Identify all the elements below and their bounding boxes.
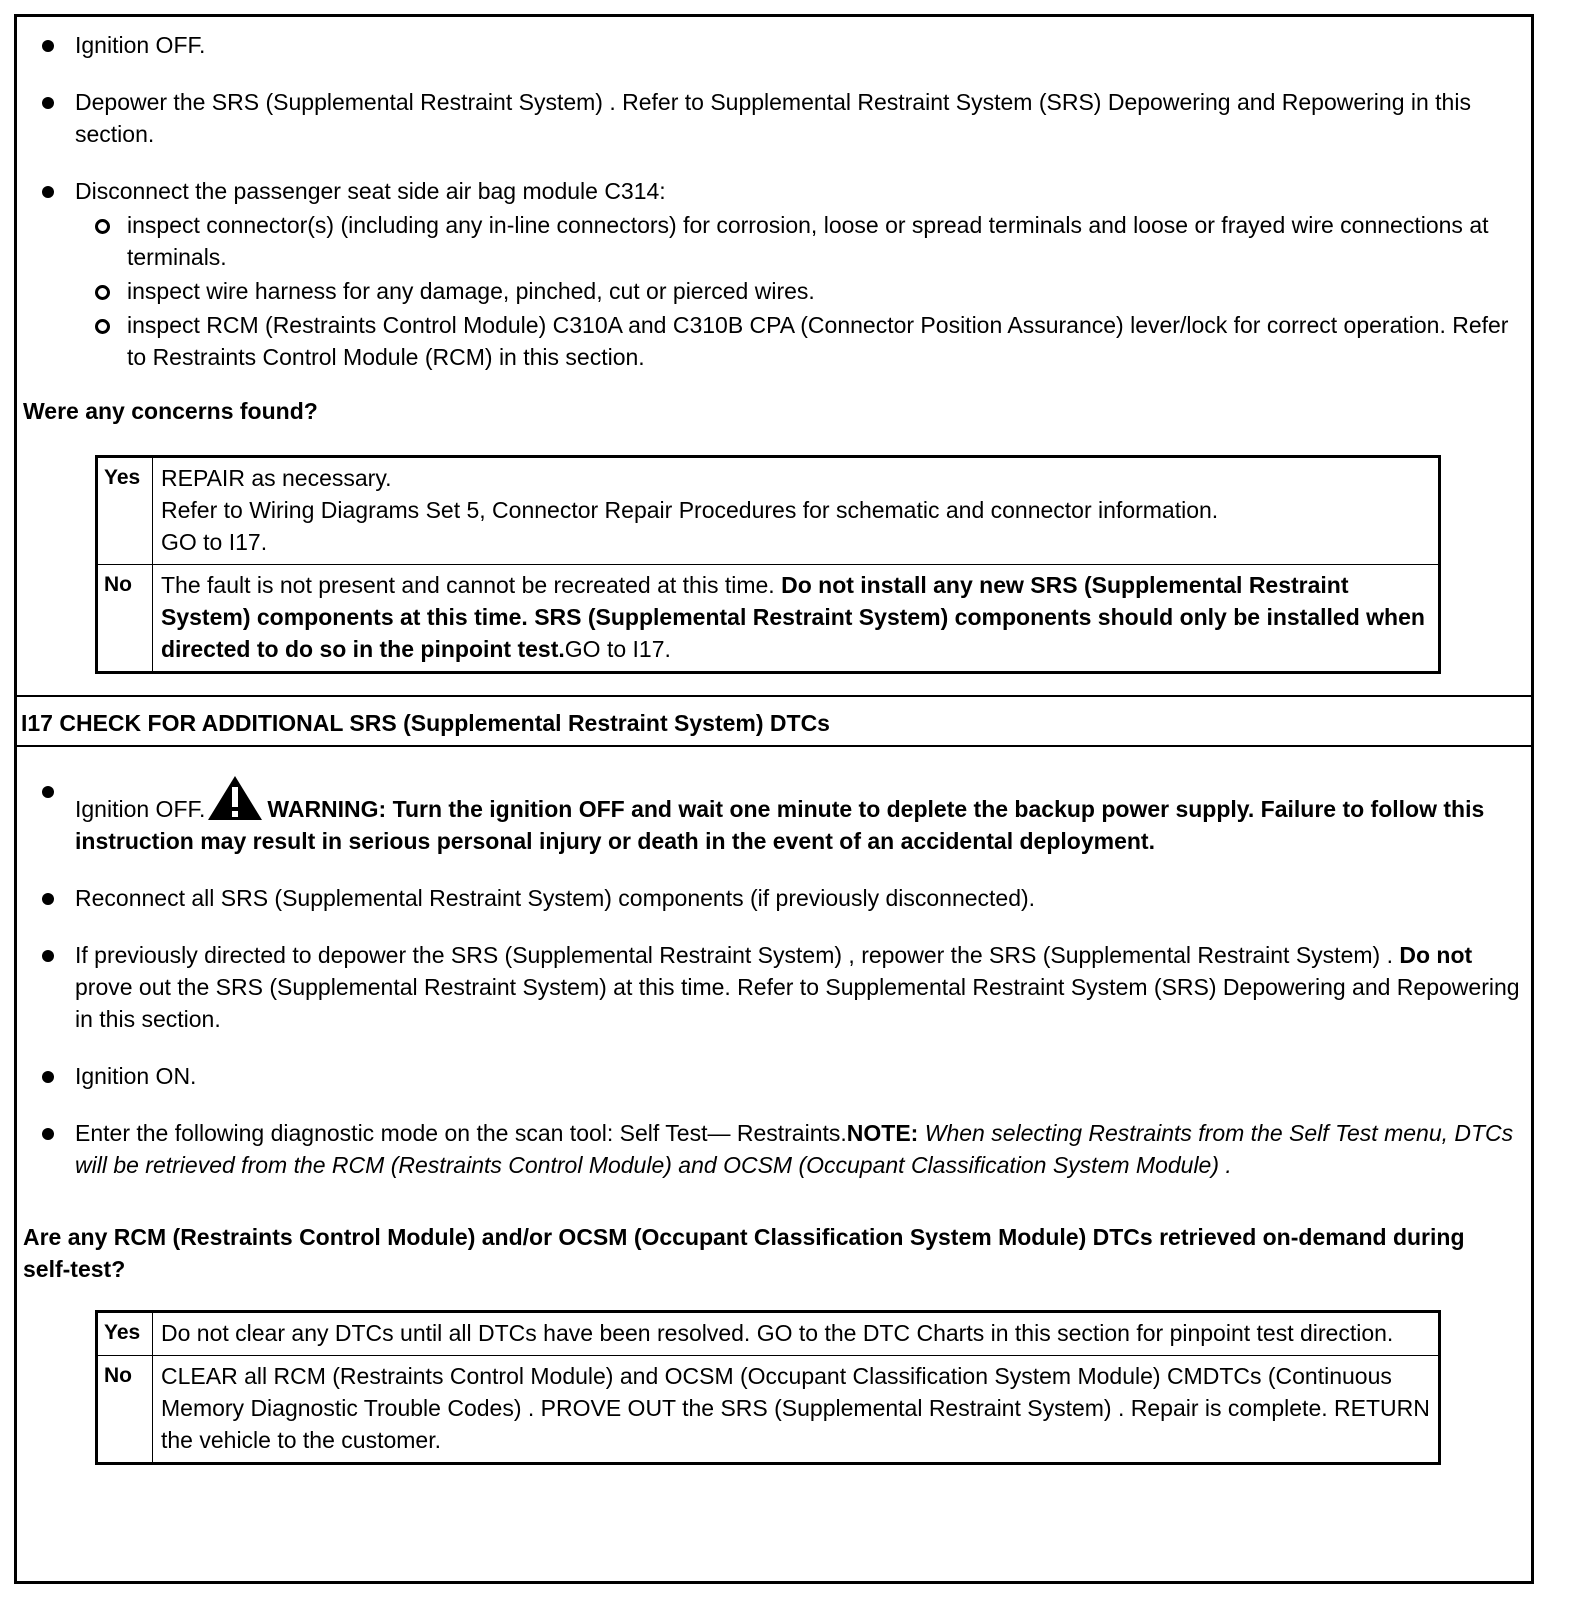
bullet-text: If previously directed to depower the SRS (Supplemental Restraint System) , repower the SRS (Supplemental Restraint System) . [75, 942, 1400, 968]
section-divider [17, 745, 1531, 747]
answer-line: Refer to Wiring Diagrams Set 5, Connector Repair Procedures for schematic and connector information. [161, 497, 1219, 523]
bullet-item [17, 939, 1521, 1035]
bullet-text: Depower the SRS (Supplemental Restraint System) . Refer to Supplemental Restraint System (SRS) Depowering and Repowering in this section. [75, 89, 1471, 147]
answer-no-cell [153, 565, 1440, 673]
answer-yes-label: Yes [97, 457, 153, 565]
answer-yes-cell: Do not clear any DTCs until all DTCs have been resolved. GO to the DTC Charts in this section for pinpoint test direction. [153, 1312, 1440, 1356]
bullet-item [17, 1060, 1521, 1092]
answer-line: GO to I17. [161, 529, 268, 555]
answer-goto-link[interactable]: GO to I17. [564, 636, 671, 662]
answer-row-yes [97, 1312, 1440, 1356]
bullet-item [17, 882, 1521, 914]
answer-bold-text: Do not install any new SRS (Supplemental Restraint System) components at this time. SRS (Supplemental Restraint System) components should only be installed when directed to do so in the pinpoint test. [161, 572, 1425, 662]
bullet-dot-icon [42, 186, 54, 198]
bullet-dot-icon [42, 1071, 54, 1083]
note-label: NOTE: [846, 1120, 919, 1146]
answer-text: The fault is not present and cannot be recreated at this time. [161, 572, 782, 598]
bullet-text: Disconnect the passenger seat side air bag module C314: [75, 178, 666, 204]
bullet-dot-icon [42, 1128, 54, 1140]
sub-text: inspect wire harness for any damage, pinched, cut or pierced wires. [127, 278, 815, 304]
step2-bullet-list [17, 775, 1521, 1181]
bullet-dot-icon [42, 786, 54, 798]
bullet-text: Enter the following diagnostic mode on the scan tool: Self Test— Restraints. [75, 1120, 847, 1146]
answer-row-no [97, 1356, 1440, 1464]
bullet-dot-icon [42, 40, 54, 52]
bullet-text: Ignition OFF. [75, 796, 206, 822]
step1-bullet-list [17, 29, 1517, 373]
sub-text: inspect connector(s) (including any in-line connectors) for corrosion, loose or spread terminals and loose or frayed wire connections at terminals. [127, 212, 1489, 270]
question-concerns: Were any concerns found? [23, 398, 318, 424]
answer-no-label: No [97, 565, 153, 673]
sub-item [17, 209, 1517, 273]
answer-table-1 [95, 455, 1441, 674]
bullet-item [17, 29, 1517, 61]
bullet-bold-text: Do not [1399, 942, 1473, 968]
bullet-text: Ignition ON. [75, 1063, 197, 1089]
answer-row-yes [97, 457, 1440, 565]
section-title: I17 CHECK FOR ADDITIONAL SRS (Supplemental Restraint System) DTCs [21, 710, 830, 736]
question-dtcs: Are any RCM (Restraints Control Module) and/or OCSM (Occupant Classification System Module) DTCs retrieved on-demand during self-test? [23, 1224, 1465, 1282]
answer-yes-label: Yes [97, 1312, 153, 1356]
answer-no-cell: CLEAR all RCM (Restraints Control Module) and OCSM (Occupant Classification System Module) CMDTCs (Continuous Memory Diagnostic Trouble Codes) . PROVE OUT the SRS (Supplemental Restraint System) . Repair is complete. RETURN the vehicle to the customer. [153, 1356, 1440, 1464]
note-text: When selecting Restraints from the Self Test menu, DTCs will be retrieved from the RCM (Restraints Control Module) and OCSM (Occupant Classification System Module) . [75, 1120, 1514, 1178]
bullet-dot-icon [42, 950, 54, 962]
circle-bullet-icon [95, 285, 110, 300]
bullet-dot-icon [42, 893, 54, 905]
bullet-item [17, 775, 1521, 857]
bullet-text: prove out the SRS (Supplemental Restraint System) at this time. Refer to Supplemental Restraint System (SRS) Depowering and Repowering in this section. [75, 974, 1520, 1032]
section-divider [17, 695, 1531, 697]
answer-line: REPAIR as necessary. [161, 465, 392, 491]
answer-table-2 [95, 1310, 1441, 1465]
sub-item [17, 275, 1517, 307]
sub-item [17, 309, 1517, 373]
sub-text: inspect RCM (Restraints Control Module) C310A and C310B CPA (Connector Position Assurance) lever/lock for correct operation. Refer to Restraints Control Module (RCM) in this section. [127, 312, 1509, 370]
bullet-text: Ignition OFF. [75, 32, 206, 58]
bullet-item [17, 86, 1475, 150]
bullet-dot-icon [42, 97, 54, 109]
bullet-item [17, 1117, 1521, 1181]
answer-yes-cell [153, 457, 1440, 565]
circle-bullet-icon [95, 319, 110, 334]
bullet-text: Reconnect all SRS (Supplemental Restraint System) components (if previously disconnected). [75, 885, 1036, 911]
answer-no-label: No [97, 1356, 153, 1464]
bullet-item [17, 175, 1517, 207]
procedure-frame [14, 14, 1534, 1584]
warning-triangle-icon [207, 775, 263, 821]
warning-text: WARNING: Turn the ignition OFF and wait one minute to deplete the backup power supply. Failure to follow this instruction may result in serious personal injury or death in the event of an accidental deployment. [75, 796, 1485, 854]
answer-row-no [97, 565, 1440, 673]
circle-bullet-icon [95, 219, 110, 234]
